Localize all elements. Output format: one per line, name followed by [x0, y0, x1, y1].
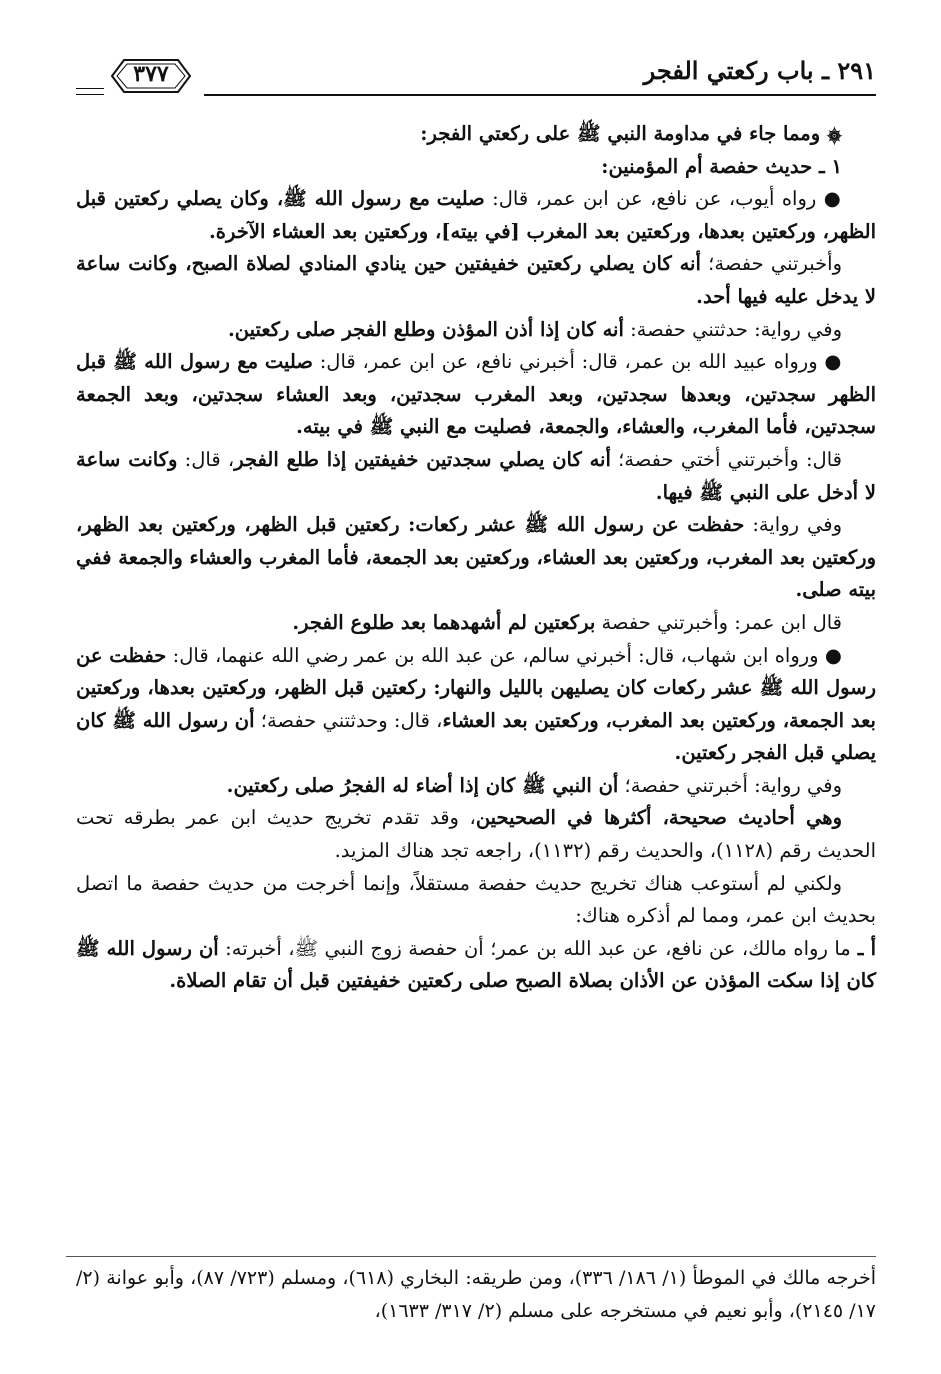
text-span: وفي رواية: حدثتني حفصة: — [623, 317, 842, 341]
text-span: ، قال: — [177, 447, 235, 471]
hadith-text: أنه كان يصلي ركعتين خفيفتين حين ينادي المنادي لصلاة الصبح، وكانت ساعة لا يدخل عليه فيها أحد. — [76, 252, 876, 308]
text-span: ١ ـ حديث حفصة أم المؤمنين: — [601, 154, 842, 178]
text-span: ۞ ومما جاء في مداومة النبي ﷺ على ركعتي الفجر: — [420, 122, 842, 145]
main-text — [76, 118, 876, 998]
hadith-text: صليت مع رسول الله ﷺ قبل الظهر سجدتين، وبعدها سجدتين، وبعد المغرب سجدتين، وبعد العشاء سجدتين، وبعد الجمعة سجدتين، فأما المغرب، والعشاء، والجمعة، فصليت مع النبي ﷺ في بيته. — [76, 350, 876, 439]
hadith-text: بركعتين لم أشهدهما بعد طلوع الفجر. — [292, 610, 596, 634]
paragraph — [76, 183, 876, 248]
text-span: ما رواه مالك، عن نافع، عن عبد الله بن عمر؛ أن حفصة زوج النبي ﷺ، أخبرته: — [218, 936, 851, 960]
hadith-text: أنه كان إذا أذن المؤذن وطلع الفجر صلى ركعتين. — [227, 317, 624, 341]
hadith-text: حفظت عن رسول الله ﷺ عشر ركعات كان يصليهن بالليل والنهار: ركعتين قبل الظهر، وركعتين بعدها، وركعتين بعد الجمعة، وركعتين بعد المغرب، وركعتين بعد العشاء — [76, 643, 876, 732]
text-span: ولكني لم أستوعب هناك تخريج حديث حفصة مستقلاً، وإنما أخرجت من حديث حفصة ما اتصل بحديث ابن عمر، ومما لم أذكره هناك: — [76, 871, 876, 928]
badge-left-line — [76, 88, 104, 89]
paragraph — [76, 607, 876, 640]
chapter-title: ٢٩١ ـ باب ركعتي الفجر — [643, 56, 876, 85]
hadith-text: أن رسول الله ﷺ كان يصلي قبل الفجر ركعتين. — [76, 708, 876, 765]
paragraph — [76, 802, 876, 867]
list-marker: أ ـ — [850, 936, 876, 960]
header-rule — [204, 94, 876, 96]
badge-left-line-2 — [76, 94, 104, 95]
text-span: قال ابن عمر: وأخبرتني حفصة — [595, 610, 842, 634]
paragraph — [76, 640, 876, 770]
paragraph — [76, 248, 876, 313]
footnote-divider — [66, 1256, 876, 1257]
text-span: ● ورواه ابن شهاب، قال: أخبرني سالم، عن عبد الله بن عمر رضي الله عنهما، قال: — [166, 643, 842, 667]
page-number-badge — [106, 54, 196, 98]
hadith-text: وهي أحاديث صحيحة، أكثرها في الصحيحين — [475, 806, 842, 830]
text-span: قال: وأخبرتني أختي حفصة؛ — [610, 447, 842, 471]
paragraph — [76, 770, 876, 803]
footnote — [76, 1262, 876, 1328]
text-span: وفي رواية: أخبرتني حفصة؛ — [618, 773, 842, 797]
hadith-text: أن النبي ﷺ كان إذا أضاء له الفجرُ صلى ركعتين. — [226, 773, 619, 797]
hadith-text: حفظت عن رسول الله ﷺ عشر ركعات: ركعتين قبل الظهر، وركعتين بعد الظهر، وركعتين بعد المغرب، وركعتين بعد العشاء، وركعتين بعد الجمعة، فأما المغرب والعشاء والجمعة ففي بيته صلى. — [76, 513, 876, 602]
paragraph — [76, 933, 876, 998]
hadith-text: أن رسول الله ﷺ كان إذا سكت المؤذن عن الأذان بصلاة الصبح صلى ركعتين خفيفتين قبل أن تقام الصلاة. — [76, 936, 876, 993]
paragraph — [76, 346, 876, 444]
hadith-text: وكانت ساعة لا أدخل على النبي ﷺ فيها. — [76, 447, 876, 504]
text-span: ● ورواه عبيد الله بن عمر، قال: أخبرني نافع، عن ابن عمر، قال: — [312, 350, 842, 374]
section-intro — [76, 118, 876, 151]
text-span: ، وقد تقدم تخريج حديث ابن عمر بطرقه تحت الحديث رقم (١١٢٨)، والحديث رقم (١١٣٢)، راجعه تجد هناك المزيد. — [76, 806, 876, 863]
running-header — [76, 50, 876, 102]
hadith-heading — [76, 151, 876, 184]
hadith-text: صليت مع رسول الله ﷺ، وكان يصلي ركعتين قبل الظهر، وركعتين بعدها، وركعتين بعد المغرب [في بيته]، وركعتين بعد العشاء الآخرة. — [76, 187, 876, 243]
text-span: وأخبرتني حفصة؛ — [700, 252, 842, 276]
text-span: ، قال: وحدثتني حفصة؛ — [254, 708, 443, 732]
paragraph — [76, 868, 876, 933]
paragraph — [76, 314, 876, 347]
paragraph — [76, 509, 876, 607]
footnote-text: أخرجه مالك في الموطأ (١/ ١٨٦/ ٣٣٦)، ومن طريقه: البخاري (٦١٨)، ومسلم (٧٢٣/ ٨٧)، وأبو عوانة (٢/ ١٧/ ٢١٤٥)، وأبو نعيم في مستخرجه على مسلم (٢/ ٣١٧/ ١٦٣٣)، — [76, 1267, 876, 1322]
hadith-text: أنه كان يصلي سجدتين خفيفتين إذا طلع الفجر — [234, 447, 611, 471]
text-span: وفي رواية: — [744, 513, 843, 537]
text-span: ● رواه أيوب، عن نافع، عن ابن عمر، قال: — [484, 187, 843, 211]
page-number: ٣٧٧ — [133, 61, 169, 87]
paragraph — [76, 444, 876, 509]
